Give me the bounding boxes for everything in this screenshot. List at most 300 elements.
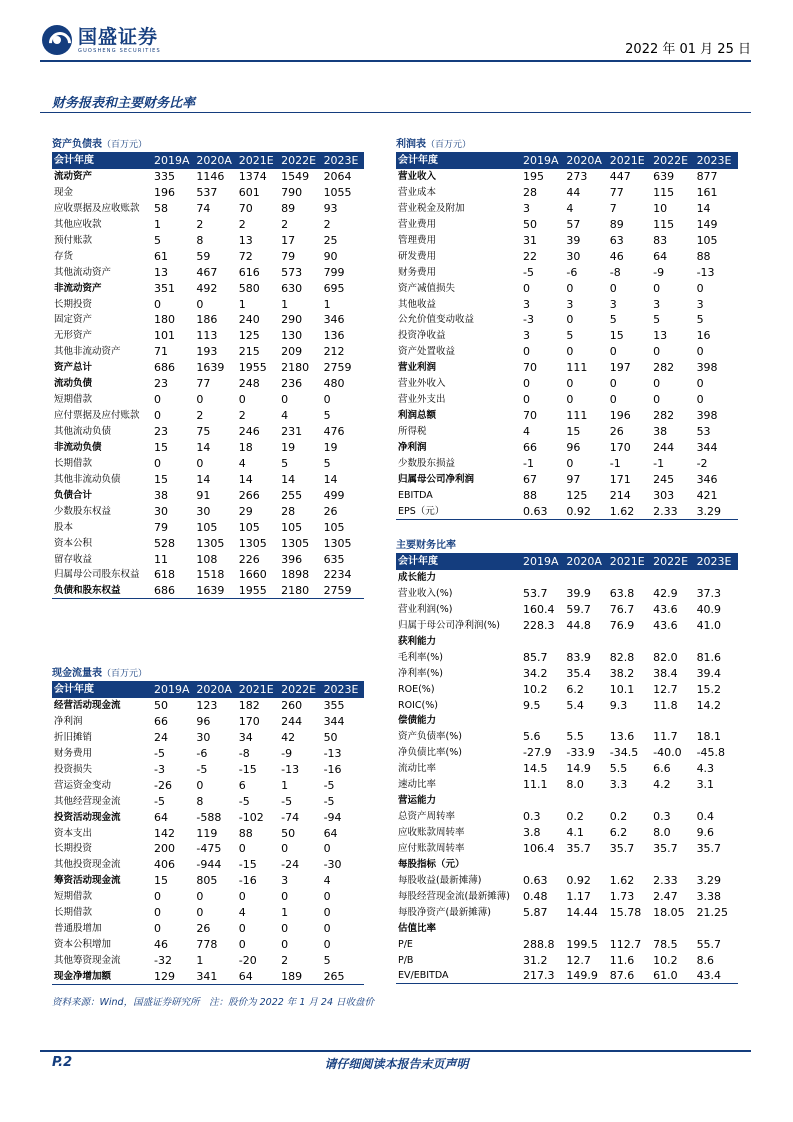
row-value: 186 (196, 313, 218, 327)
table-row (396, 504, 738, 520)
table-row (396, 905, 738, 921)
row-value: 15 (609, 329, 624, 343)
table-row (52, 520, 364, 536)
row-value: 13.6 (609, 730, 635, 744)
header-year: 2021E (238, 154, 274, 167)
section-title: 财务报表和主要财务比率 (52, 96, 196, 111)
row-value: 130 (281, 329, 303, 343)
table-row (396, 249, 738, 265)
table-row (396, 698, 738, 714)
row-label: 筹资活动现金流 (54, 875, 121, 887)
row-value: 4 (523, 425, 530, 438)
table-row (52, 583, 364, 599)
row-value: 0 (696, 377, 704, 391)
row-value: 0.92 (566, 873, 591, 887)
row-value: 30 (566, 249, 581, 263)
row-label: 公允价值变动收益 (398, 314, 475, 326)
row-value: 3 (609, 297, 617, 311)
row-value (695, 570, 738, 586)
row-value: 476 (323, 425, 345, 438)
row-label: 营业收入 (398, 171, 437, 182)
row-value: 0 (696, 345, 704, 359)
row-value: 59.7 (566, 602, 591, 616)
row-value: 71 (154, 345, 168, 359)
row-value: 0 (609, 377, 617, 391)
row-value: 113 (196, 329, 218, 343)
row-value: -15 (238, 858, 257, 872)
row-value: 38 (154, 488, 168, 502)
row-value: -13 (696, 265, 715, 279)
table-row (396, 650, 738, 666)
table-row (52, 905, 364, 921)
table-row (396, 857, 738, 873)
row-label: ROIC(%) (398, 699, 438, 711)
row-value: 83.9 (566, 650, 591, 664)
row-value: -34.5 (609, 746, 639, 760)
row-value: 0 (323, 906, 331, 920)
row-value: 1.73 (609, 889, 635, 903)
row-value: 30 (154, 504, 168, 518)
row-value: -5 (154, 794, 165, 808)
row-label: 少数股东损益 (398, 457, 456, 469)
row-value (608, 793, 651, 809)
table-row (52, 889, 364, 905)
row-value: 3 (523, 329, 530, 343)
row-value: 4.3 (696, 762, 715, 776)
row-label: 留存收益 (54, 553, 93, 565)
row-value: 34.2 (523, 666, 548, 680)
row-value: 805 (196, 874, 218, 888)
row-value: 346 (696, 472, 718, 486)
row-value: 10.1 (609, 682, 635, 696)
row-label: 管理费用 (398, 234, 437, 246)
row-label: 其他流动资产 (54, 266, 112, 278)
row-value (651, 921, 694, 937)
row-value: 108 (196, 552, 218, 566)
row-label: EPS（元） (398, 505, 445, 517)
row-label: 资产负债率(%) (398, 731, 462, 743)
row-value: 0 (323, 393, 331, 407)
row-value: 0 (281, 890, 289, 904)
table-row (52, 826, 364, 842)
table-row (52, 297, 364, 313)
row-value: 0 (154, 456, 161, 470)
row-value: 1 (196, 954, 204, 967)
row-label: 资本公积增加 (54, 939, 112, 951)
table-row (396, 953, 738, 969)
row-value: -9 (281, 746, 293, 760)
row-value: 580 (238, 281, 260, 295)
table-row (52, 440, 364, 456)
table-row (52, 185, 364, 201)
row-value: 492 (196, 281, 218, 295)
row-value: 14.44 (566, 905, 598, 919)
table-row (52, 937, 364, 953)
row-value: 14 (238, 472, 253, 486)
row-value: 10.2 (653, 953, 678, 967)
row-value: 1055 (323, 185, 352, 199)
row-value: 53 (696, 425, 711, 438)
table-row (396, 618, 738, 634)
row-value: 64 (653, 249, 668, 263)
row-value: 0 (566, 313, 574, 327)
row-value: 197 (609, 361, 631, 375)
table-row (396, 488, 738, 504)
row-value (695, 857, 738, 873)
row-label: 其他经营现金流 (54, 795, 121, 807)
row-value: 0 (281, 938, 289, 952)
row-value: -5 (323, 794, 335, 808)
table-row (52, 201, 364, 217)
table-row (396, 873, 738, 889)
row-value: 398 (696, 409, 718, 423)
table-row (52, 376, 364, 392)
row-value: 0 (281, 922, 289, 936)
row-value: 50 (323, 730, 338, 744)
row-value: 83 (653, 233, 668, 247)
row-value: 31 (523, 233, 537, 247)
row-label: 其他非流动负债 (54, 473, 121, 485)
row-value: 0.48 (523, 889, 548, 903)
row-value: 199.5 (566, 937, 598, 951)
row-value (521, 793, 564, 809)
row-value: 0 (323, 890, 331, 904)
row-value: 105 (696, 233, 718, 247)
row-value: 3.8 (523, 826, 541, 839)
row-label: 股本 (54, 521, 74, 533)
table-row (52, 424, 364, 440)
table-row (52, 810, 364, 826)
row-label: 每股净资产(最新摊薄) (398, 906, 491, 918)
row-value: 0 (238, 393, 246, 407)
row-value: 5 (281, 456, 289, 470)
row-value: 38.4 (653, 666, 678, 680)
header-label: 会计年度 (54, 155, 94, 166)
company-logo (42, 22, 182, 58)
row-value: 1305 (238, 536, 267, 550)
row-value: 260 (281, 699, 303, 712)
row-label: 毛利率(%) (398, 651, 443, 663)
row-value: 41.0 (696, 618, 722, 632)
row-value: 236 (281, 377, 303, 391)
row-value (651, 570, 694, 586)
table-row (396, 424, 738, 440)
row-value: 618 (154, 568, 175, 582)
table-row (52, 265, 364, 281)
row-value: 1639 (196, 584, 225, 598)
row-value: -588 (196, 810, 222, 824)
row-value: 38 (653, 425, 668, 438)
row-value: -45.8 (696, 746, 726, 760)
row-value: 214 (609, 488, 631, 502)
row-value (564, 634, 607, 650)
row-value: 2064 (323, 170, 352, 183)
row-value: 105 (238, 520, 260, 534)
row-value: -8 (609, 265, 621, 279)
row-label: 流动负债 (54, 378, 93, 390)
row-value: 4 (323, 874, 331, 888)
row-value: 0 (696, 281, 704, 295)
row-value: 97 (566, 472, 581, 486)
row-value: 0 (523, 393, 530, 407)
row-value: 4 (566, 201, 574, 215)
row-value: 10.2 (523, 682, 548, 696)
table-row (396, 169, 738, 185)
row-value: 170 (238, 714, 260, 728)
row-value: 18 (238, 440, 253, 454)
row-value: 28 (281, 504, 296, 518)
row-value: 7 (609, 201, 617, 215)
table-row (52, 488, 364, 504)
row-value: 4 (238, 456, 246, 470)
table-row (396, 328, 738, 344)
table-row (396, 586, 738, 602)
row-value: 35.7 (653, 841, 678, 855)
row-label: 营运能力 (398, 795, 437, 807)
row-value: 396 (281, 552, 303, 566)
table-row (396, 408, 738, 424)
header-label: 会计年度 (398, 556, 438, 567)
row-value: 28 (523, 185, 537, 199)
row-value: 78.5 (653, 937, 678, 951)
table-row (396, 265, 738, 281)
row-value: 193 (196, 345, 218, 359)
row-value: 1305 (323, 536, 352, 550)
row-label: 长期借款 (54, 457, 93, 469)
row-value: 15 (566, 425, 581, 438)
row-value: 0.63 (523, 873, 548, 887)
row-value: -30 (323, 858, 342, 872)
row-value: 3 (523, 297, 530, 311)
row-value: 11 (154, 552, 168, 566)
row-value (695, 921, 738, 937)
row-value: 76.7 (609, 602, 635, 616)
row-value: 19 (323, 440, 338, 454)
row-value: 6.6 (653, 762, 671, 776)
row-value: 14.5 (523, 762, 548, 776)
row-value (651, 793, 694, 809)
table-row (396, 729, 738, 745)
table-header-row (396, 153, 738, 169)
row-value: -1 (653, 456, 665, 470)
row-value: 0 (609, 281, 617, 295)
row-value: 0 (696, 393, 704, 407)
row-value (608, 921, 651, 937)
row-label: 其他投资现金流 (54, 859, 121, 871)
table-row (396, 745, 738, 761)
row-value: 0.3 (653, 810, 671, 824)
row-value: 82.0 (653, 650, 678, 664)
row-value: 88 (696, 249, 711, 263)
row-value: 10 (653, 201, 668, 215)
table-row (396, 809, 738, 825)
row-value: 1660 (238, 568, 267, 582)
table-row (52, 567, 364, 583)
header-year: 2020A (196, 154, 232, 167)
row-label: 资产总计 (54, 362, 93, 374)
row-value: 3.1 (696, 778, 715, 792)
row-label: 资产减值损失 (398, 282, 456, 294)
row-value: 15 (154, 472, 168, 486)
row-label: 营业费用 (398, 218, 437, 230)
row-value: 3 (523, 201, 530, 215)
table-row (52, 552, 364, 568)
header-label: 会计年度 (398, 155, 438, 166)
row-value: 1.62 (609, 504, 635, 518)
row-label: 成长能力 (398, 572, 437, 583)
row-label: 流动比率 (398, 763, 437, 775)
row-label: 归属母公司股东权益 (54, 569, 140, 581)
row-value: 0.2 (566, 810, 584, 824)
row-label: 营业外支出 (398, 394, 446, 406)
row-value: 14 (281, 472, 296, 486)
row-value: 96 (196, 714, 211, 728)
row-value: -2 (696, 456, 708, 470)
row-value: 695 (323, 281, 345, 295)
row-value: 66 (523, 440, 537, 454)
row-value: -3 (523, 313, 534, 327)
row-value: 303 (653, 488, 675, 502)
row-value: 35.7 (566, 841, 591, 855)
row-value: 34 (238, 730, 253, 744)
row-value: 79 (154, 520, 168, 534)
row-value: 30 (196, 504, 211, 518)
row-value: 0.63 (523, 504, 548, 518)
table-header-row (52, 682, 364, 698)
row-value: 13 (238, 233, 253, 247)
row-value: 212 (323, 345, 345, 359)
row-label: 营业成本 (398, 186, 437, 198)
row-value: 2 (281, 217, 289, 231)
table-header-row (52, 153, 364, 169)
row-value: 398 (696, 361, 718, 375)
row-value: 635 (323, 552, 345, 566)
row-value: 1518 (196, 568, 225, 582)
row-value: 42.9 (653, 586, 678, 600)
row-label: 现金 (54, 186, 74, 198)
row-value: 2 (238, 217, 246, 231)
row-value: 89 (609, 217, 624, 231)
row-value: 0 (196, 393, 204, 407)
row-value: 4 (238, 906, 246, 920)
row-value: 1 (281, 297, 289, 311)
company-name: 国盛证券 (78, 25, 159, 48)
row-value: -102 (238, 810, 264, 824)
table-title (52, 666, 364, 682)
table-row (52, 456, 364, 472)
row-value: 171 (609, 472, 631, 486)
header-year: 2023E (696, 555, 732, 568)
row-value: 2180 (281, 361, 310, 375)
row-value: 14.9 (566, 762, 591, 776)
row-value: -5 (238, 794, 250, 808)
row-value: 0 (653, 377, 661, 391)
table-row (396, 185, 738, 201)
row-value: 2.33 (653, 504, 678, 518)
row-value: -5 (523, 265, 534, 279)
header-divider (40, 60, 751, 62)
row-value: 8 (196, 233, 204, 247)
row-value: 2 (196, 217, 204, 231)
row-value (608, 634, 651, 650)
row-value: 0 (566, 377, 574, 391)
row-value: 70 (523, 409, 537, 423)
row-value: 639 (653, 170, 675, 183)
row-value: 88 (523, 488, 537, 502)
row-value: 0 (566, 393, 574, 407)
row-value: 64 (154, 810, 168, 824)
row-value: 106.4 (523, 841, 555, 855)
table-row (396, 376, 738, 392)
row-value: -9 (653, 265, 665, 279)
row-value: 63.8 (609, 586, 635, 600)
row-value: 160.4 (523, 602, 555, 616)
table-row (396, 825, 738, 841)
row-value: 246 (238, 425, 260, 438)
row-label: P/E (398, 938, 413, 950)
row-value: -475 (196, 842, 222, 856)
row-value: 149.9 (566, 969, 598, 983)
row-value: 5.6 (523, 730, 541, 744)
row-value: 119 (196, 826, 218, 840)
row-value: 5 (323, 954, 331, 967)
table-row (52, 408, 364, 424)
row-value: 88 (238, 826, 253, 840)
row-value: -5 (154, 746, 165, 760)
table-row (396, 713, 738, 729)
row-value: 26 (609, 425, 624, 438)
row-value: 228.3 (523, 618, 555, 632)
row-value: 58 (154, 201, 168, 215)
row-label: 存货 (54, 250, 74, 262)
header-year: 2021E (238, 683, 274, 696)
row-value: -32 (154, 954, 172, 967)
row-value: 111 (566, 361, 588, 375)
row-value: 50 (281, 826, 296, 840)
row-value: -16 (238, 874, 257, 888)
row-value: 240 (238, 313, 260, 327)
row-label: 营业外收入 (398, 378, 446, 390)
table-row (396, 344, 738, 360)
row-label: 负债合计 (54, 489, 93, 501)
row-value: 149 (696, 217, 718, 231)
row-value: 42 (281, 730, 296, 744)
table-row (396, 777, 738, 793)
row-value: 39.9 (566, 586, 591, 600)
row-value: -13 (281, 762, 300, 776)
row-value: 0 (566, 281, 574, 295)
row-value: 265 (323, 969, 345, 983)
row-label: 短期借款 (54, 394, 93, 406)
table-row (396, 392, 738, 408)
row-value: 15.78 (609, 905, 642, 919)
row-value: 16 (696, 329, 711, 343)
row-value (521, 570, 564, 586)
row-value: 50 (154, 699, 168, 712)
row-value: 5 (653, 313, 661, 327)
row-value: 5.4 (566, 698, 584, 712)
row-value: -3 (154, 762, 165, 776)
row-value: 2759 (323, 584, 352, 598)
row-value: 85.7 (523, 650, 548, 664)
row-value: 44 (566, 185, 581, 199)
table-title (396, 137, 738, 153)
row-value: 77 (609, 185, 624, 199)
row-value: 5.5 (566, 730, 584, 744)
row-value: 142 (154, 826, 175, 840)
row-value: 180 (154, 313, 175, 327)
row-value: 38.2 (609, 666, 635, 680)
